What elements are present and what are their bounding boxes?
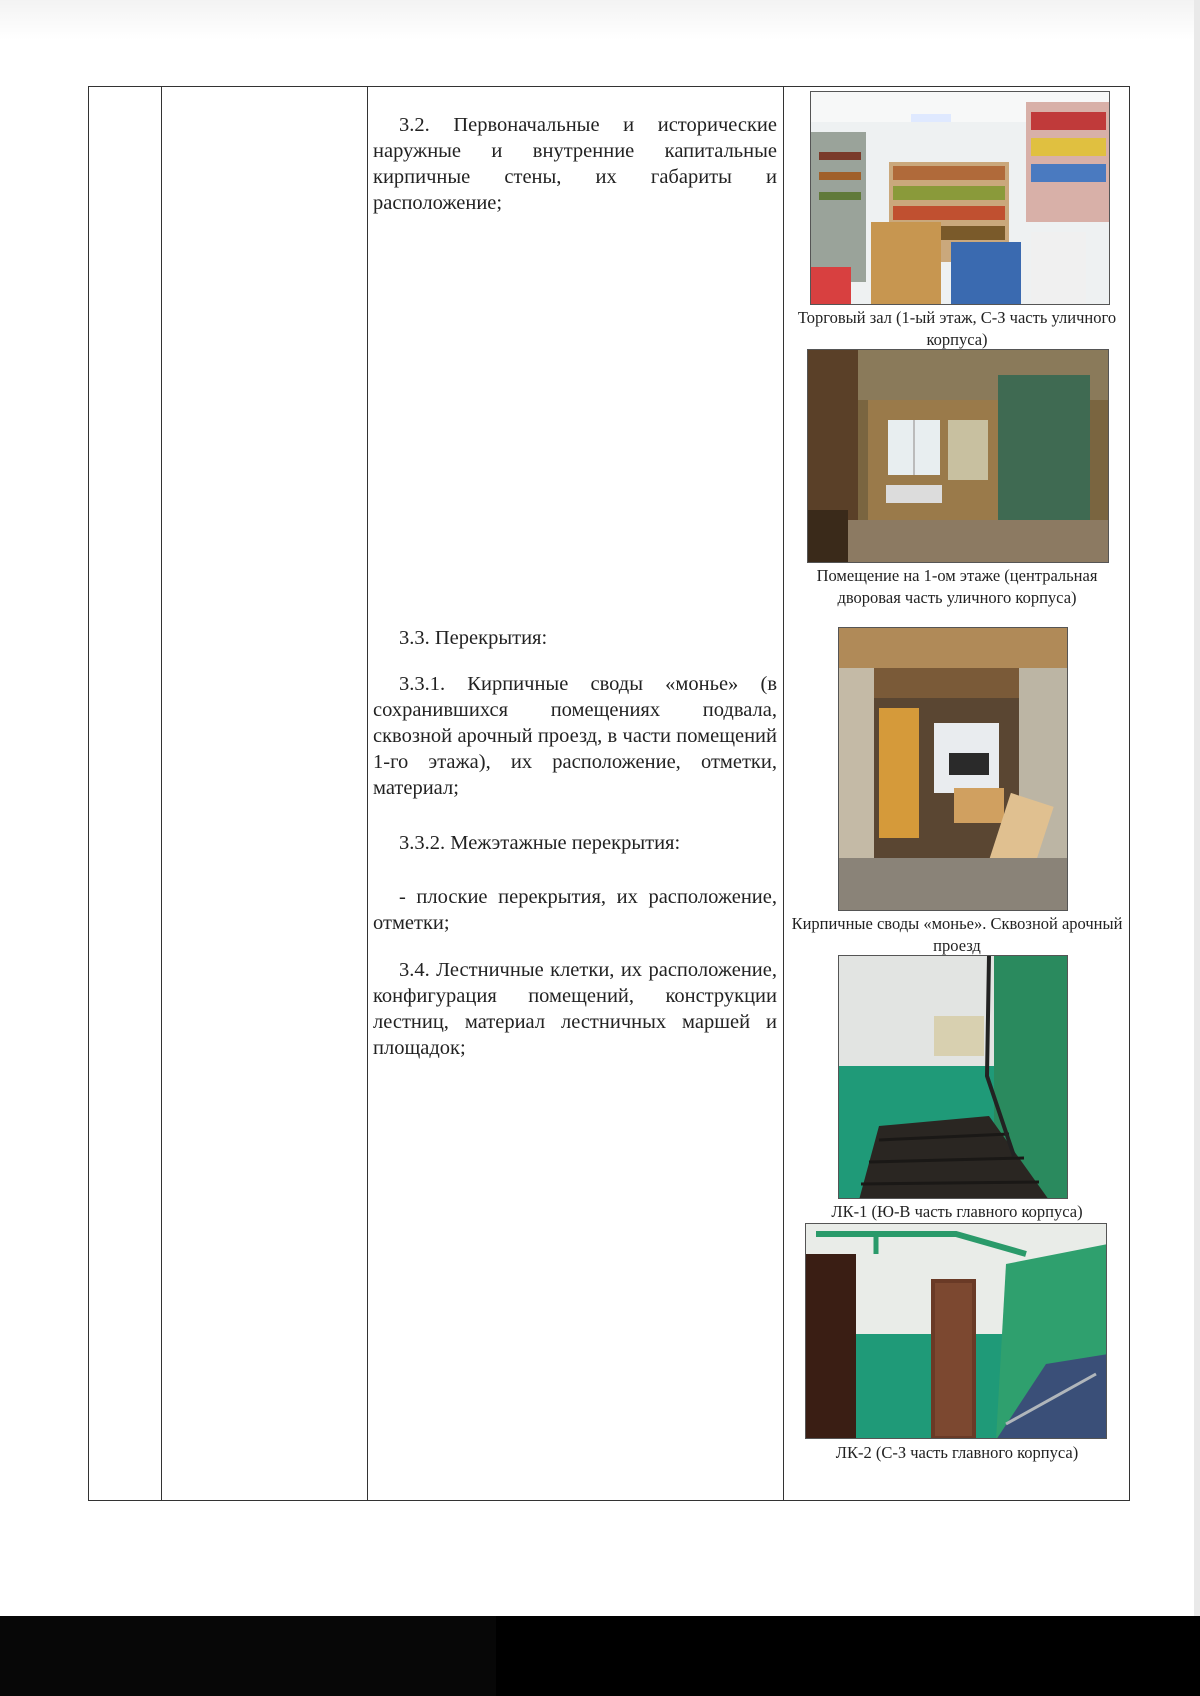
- item-3-2-walls: 3.2. Первоначальные и исторические наружные и внутренние капитальные кирпичные стены, их габариты и расположение;: [373, 113, 777, 214]
- photo-caption: Торговый зал (1-ый этаж, С-З часть уличного корпуса): [797, 308, 1117, 349]
- scan-top-shade: [0, 0, 1200, 40]
- staircase-photo: [838, 955, 1068, 1199]
- photo-caption: Помещение на 1-ом этаже (центральная дворовая часть уличного корпуса): [816, 566, 1098, 607]
- staircase-photo: [805, 1223, 1107, 1439]
- scan-right-edge: [1194, 0, 1200, 1696]
- column-divider: [367, 87, 368, 1500]
- item-3-3-floors: 3.3. Перекрытия:: [399, 626, 548, 649]
- photo-caption: Кирпичные своды «монье». Сквозной арочный проезд: [791, 914, 1123, 955]
- item-flat-floors: - плоские перекрытия, их расположение, отметки;: [373, 885, 777, 934]
- room-interior-photo: [807, 349, 1109, 563]
- scan-bottom-band-segment: [496, 1616, 1200, 1696]
- photo-caption: ЛК-2 (С-З часть главного корпуса): [835, 1443, 1079, 1462]
- item-3-3-2-interfloor: 3.3.2. Межэтажные перекрытия:: [399, 831, 681, 854]
- column-divider: [161, 87, 162, 1500]
- photo-caption: ЛК-1 (Ю-В часть главного корпуса): [831, 1202, 1083, 1221]
- item-3-4-stairs: 3.4. Лестничные клетки, их расположение, конфигурация помещений, конструкции лестниц, материал лестничных маршей и площадок;: [373, 958, 777, 1059]
- item-3-3-1-vaults: 3.3.1. Кирпичные своды «монье» (в сохранившихся помещениях подвала, сквозной арочный проезд, в части помещений 1-го этажа), их расположение, отметки, материал;: [373, 672, 777, 799]
- scan-bottom-band: [0, 1616, 1200, 1696]
- document-table: [88, 86, 1130, 1501]
- column-divider: [783, 87, 784, 1500]
- shop-interior-photo: [810, 91, 1110, 305]
- arched-passage-photo: [838, 627, 1068, 911]
